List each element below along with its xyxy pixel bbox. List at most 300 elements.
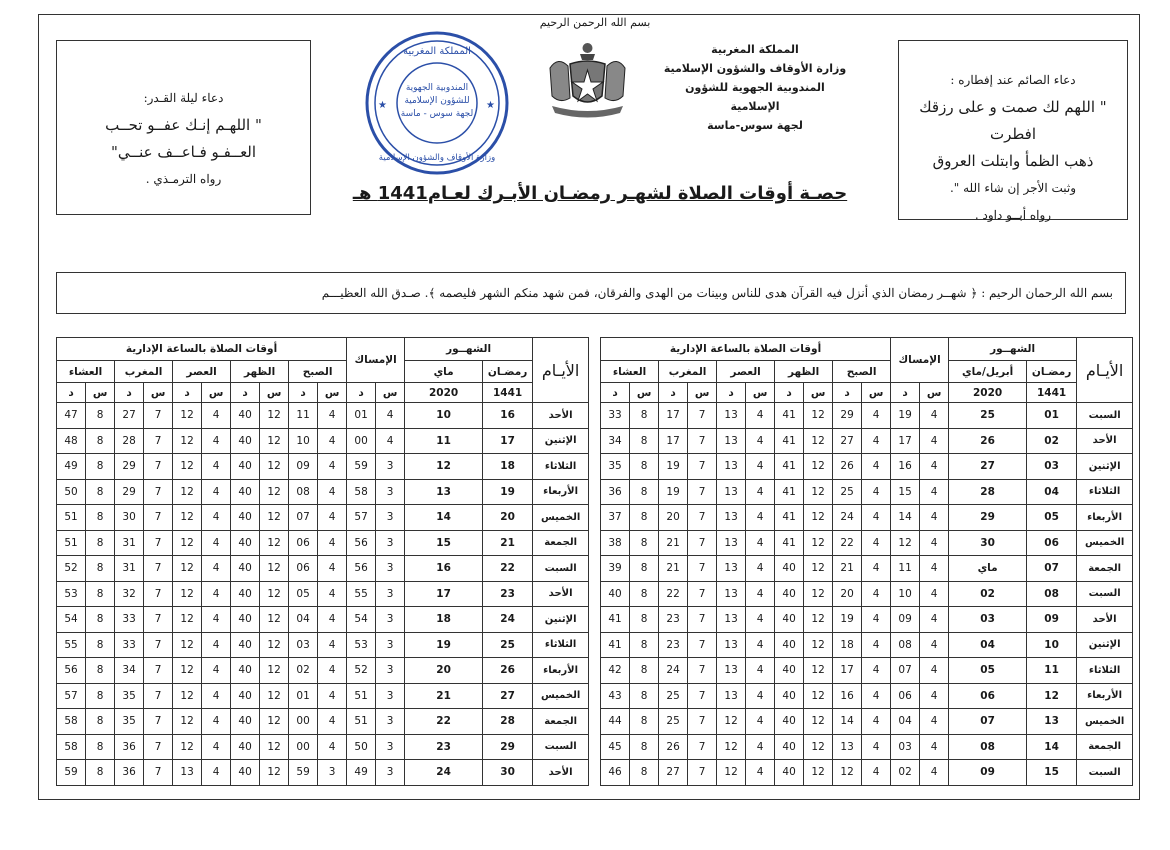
asr-hour-cell: 4 — [202, 632, 231, 658]
fajr-hour-cell: 4 — [862, 581, 891, 607]
asr-hour-cell: 4 — [746, 403, 775, 429]
maghrib-hour-cell: 7 — [688, 709, 717, 735]
fajr-minute-cell: 00 — [289, 734, 318, 760]
maghrib-minute-cell: 20 — [659, 505, 688, 531]
fajr-hour-cell: 4 — [318, 403, 347, 429]
isha-minute-cell: 55 — [57, 632, 86, 658]
imsak-hour-cell: 4 — [920, 530, 949, 556]
isha-minute-cell: 58 — [57, 734, 86, 760]
table-row — [57, 505, 589, 531]
dhuhr-minute-cell: 40 — [231, 530, 260, 556]
imsak-hour-cell: 4 — [920, 403, 949, 429]
imsak-minute-cell: 19 — [891, 403, 920, 429]
maghrib-hour-cell: 7 — [144, 428, 173, 454]
laylat-qadr-text: العــفـو فـاعــف عنــي" — [110, 143, 257, 161]
table-row — [601, 505, 1133, 531]
maghrib-minute-cell: 22 — [659, 581, 688, 607]
ramadan-day-cell: 29 — [483, 734, 533, 760]
day-name-cell: الثلاثاء — [533, 632, 589, 658]
isha-hour-cell: 8 — [86, 760, 115, 786]
fajr-hour-cell: 4 — [862, 632, 891, 658]
day-name-cell: الخميس — [1077, 709, 1133, 735]
table-row — [57, 658, 589, 684]
ramadan-day-cell: 12 — [1027, 683, 1077, 709]
maghrib-hour-cell: 7 — [688, 505, 717, 531]
ramadan-day-cell: 17 — [483, 428, 533, 454]
hijri-year: 1441 — [483, 383, 533, 403]
gregorian-day-cell: 15 — [405, 530, 483, 556]
imsak-hour-cell: 4 — [376, 428, 405, 454]
maghrib-minute-cell: 19 — [659, 454, 688, 480]
isha-minute-cell: 58 — [57, 709, 86, 735]
imsak-minute-cell: 14 — [891, 505, 920, 531]
dhuhr-minute-cell: 40 — [231, 428, 260, 454]
table-row — [57, 607, 589, 633]
ramadan-day-cell: 18 — [483, 454, 533, 480]
asr-minute-cell: 13 — [717, 505, 746, 531]
dhuhr-minute-cell: 40 — [775, 658, 804, 684]
day-name-cell: الأحد — [1077, 607, 1133, 633]
imsak-minute-cell: 56 — [347, 556, 376, 582]
fajr-minute-cell: 29 — [833, 403, 862, 429]
isha-hour-cell: 8 — [86, 709, 115, 735]
fajr-hour-cell: 3 — [318, 760, 347, 786]
dhuhr-hour-cell: 12 — [260, 607, 289, 633]
asr-hour-cell: 4 — [202, 760, 231, 786]
table-row — [601, 607, 1133, 633]
gregorian-year: 2020 — [405, 383, 483, 403]
isha-hour-cell: 8 — [630, 556, 659, 582]
day-name-cell: الأحد — [1077, 428, 1133, 454]
day-name-cell: الأحد — [533, 581, 589, 607]
dhuhr-minute-cell: 40 — [775, 734, 804, 760]
fajr-minute-cell: 20 — [833, 581, 862, 607]
fajr-hour-cell: 4 — [318, 683, 347, 709]
isha-minute-cell: 51 — [57, 505, 86, 531]
fajr-header: الصبح — [833, 361, 891, 383]
dhuhr-minute-cell: 41 — [775, 428, 804, 454]
seal-text: للشؤون الإسلامية — [404, 96, 470, 106]
gregorian-day-cell: 12 — [405, 454, 483, 480]
asr-hour-cell: 4 — [202, 581, 231, 607]
imsak-hour-cell: 3 — [376, 505, 405, 531]
isha-minute-cell: 33 — [601, 403, 630, 429]
isha-hour-cell: 8 — [630, 683, 659, 709]
imsak-hour-cell: 3 — [376, 632, 405, 658]
maghrib-minute-cell: 34 — [115, 658, 144, 684]
asr-minute-cell: 13 — [717, 530, 746, 556]
ramadan-day-cell: 06 — [1027, 530, 1077, 556]
minute-label: د — [347, 383, 376, 403]
day-name-cell: الثلاثاء — [1077, 479, 1133, 505]
table-row — [57, 632, 589, 658]
fajr-hour-cell: 4 — [318, 581, 347, 607]
fajr-minute-cell: 27 — [833, 428, 862, 454]
hour-label: س — [318, 383, 347, 403]
isha-minute-cell: 50 — [57, 479, 86, 505]
dhuhr-hour-cell: 12 — [804, 479, 833, 505]
day-name-cell: الإثنين — [533, 428, 589, 454]
minute-label: د — [601, 383, 630, 403]
isha-minute-cell: 41 — [601, 632, 630, 658]
maghrib-minute-cell: 33 — [115, 607, 144, 633]
asr-minute-cell: 12 — [173, 556, 202, 582]
isha-hour-cell: 8 — [86, 428, 115, 454]
fajr-hour-cell: 4 — [862, 556, 891, 582]
dhuhr-hour-cell: 12 — [804, 581, 833, 607]
dhuhr-hour-cell: 12 — [804, 632, 833, 658]
fajr-hour-cell: 4 — [862, 505, 891, 531]
iftar-dua-source: رواه أبــو داود . — [974, 208, 1052, 222]
dhuhr-hour-cell: 12 — [804, 607, 833, 633]
table-row — [57, 428, 589, 454]
asr-hour-cell: 4 — [202, 709, 231, 735]
dhuhr-minute-cell: 40 — [775, 632, 804, 658]
dhuhr-hour-cell: 12 — [260, 734, 289, 760]
dhuhr-minute-cell: 40 — [231, 479, 260, 505]
minute-label: د — [659, 383, 688, 403]
maghrib-hour-cell: 7 — [144, 760, 173, 786]
isha-minute-cell: 43 — [601, 683, 630, 709]
ramadan-day-cell: 24 — [483, 607, 533, 633]
table-row — [601, 632, 1133, 658]
table-row — [57, 403, 589, 429]
maghrib-hour-cell: 7 — [688, 428, 717, 454]
maghrib-minute-cell: 23 — [659, 632, 688, 658]
dhuhr-hour-cell: 12 — [260, 658, 289, 684]
imsak-minute-cell: 11 — [891, 556, 920, 582]
minute-label: د — [289, 383, 318, 403]
maghrib-minute-cell: 35 — [115, 709, 144, 735]
fajr-minute-cell: 18 — [833, 632, 862, 658]
isha-hour-cell: 8 — [86, 556, 115, 582]
isha-hour-cell: 8 — [86, 607, 115, 633]
table-row — [601, 556, 1133, 582]
maghrib-minute-cell: 25 — [659, 709, 688, 735]
fajr-hour-cell: 4 — [318, 632, 347, 658]
fajr-hour-cell: 4 — [862, 428, 891, 454]
maghrib-minute-cell: 30 — [115, 505, 144, 531]
day-name-cell: الجمعة — [533, 709, 589, 735]
dhuhr-hour-cell: 12 — [804, 428, 833, 454]
maghrib-minute-cell: 27 — [115, 403, 144, 429]
asr-hour-cell: 4 — [202, 556, 231, 582]
imsak-minute-cell: 53 — [347, 632, 376, 658]
hour-label: س — [202, 383, 231, 403]
day-name-cell: الأحد — [533, 760, 589, 786]
imsak-minute-cell: 00 — [347, 428, 376, 454]
imsak-minute-cell: 50 — [347, 734, 376, 760]
ramadan-day-cell: 13 — [1027, 709, 1077, 735]
asr-minute-cell: 13 — [173, 760, 202, 786]
asr-hour-cell: 4 — [746, 454, 775, 480]
table-row — [57, 581, 589, 607]
asr-minute-cell: 12 — [173, 403, 202, 429]
asr-minute-cell: 12 — [173, 734, 202, 760]
day-name-cell: السبت — [1077, 403, 1133, 429]
maghrib-minute-cell: 28 — [115, 428, 144, 454]
ramadan-day-cell: 04 — [1027, 479, 1077, 505]
fajr-hour-cell: 4 — [318, 658, 347, 684]
asr-hour-cell: 4 — [746, 479, 775, 505]
dhuhr-minute-cell: 41 — [775, 403, 804, 429]
fajr-hour-cell: 4 — [318, 454, 347, 480]
asr-hour-cell: 4 — [746, 658, 775, 684]
fajr-minute-cell: 12 — [833, 760, 862, 786]
gregorian-day-cell: 06 — [949, 683, 1027, 709]
maghrib-minute-cell: 31 — [115, 530, 144, 556]
fajr-minute-cell: 11 — [289, 403, 318, 429]
table-row — [601, 428, 1133, 454]
units-row — [601, 383, 1133, 403]
asr-minute-cell: 13 — [717, 607, 746, 633]
ramadan-day-cell: 16 — [483, 403, 533, 429]
dhuhr-hour-cell: 12 — [804, 709, 833, 735]
ministry-line: المندوبية الجهوية للشؤون الإسلامية — [685, 81, 825, 113]
asr-hour-cell: 4 — [202, 454, 231, 480]
isha-hour-cell: 8 — [630, 581, 659, 607]
fajr-minute-cell: 00 — [289, 709, 318, 735]
fajr-hour-cell: 4 — [862, 683, 891, 709]
seal-text: المملكة المغربية — [403, 46, 471, 57]
isha-hour-cell: 8 — [86, 581, 115, 607]
table-row — [601, 479, 1133, 505]
table-row — [601, 709, 1133, 735]
fajr-hour-cell: 4 — [862, 734, 891, 760]
laylat-qadr-dua-box — [56, 40, 311, 215]
isha-hour-cell: 8 — [630, 428, 659, 454]
dhuhr-minute-cell: 41 — [775, 505, 804, 531]
ramadan-day-cell: 27 — [483, 683, 533, 709]
prayer-times-header: أوقات الصلاة بالساعة الإدارية — [601, 338, 891, 361]
ramadan-day-cell: 15 — [1027, 760, 1077, 786]
maghrib-hour-cell: 7 — [144, 530, 173, 556]
dhuhr-minute-cell: 40 — [775, 581, 804, 607]
ramadan-day-cell: 19 — [483, 479, 533, 505]
dhuhr-hour-cell: 12 — [804, 760, 833, 786]
isha-minute-cell: 56 — [57, 658, 86, 684]
dhuhr-hour-cell: 12 — [260, 530, 289, 556]
fajr-minute-cell: 14 — [833, 709, 862, 735]
maghrib-header: المغرب — [115, 361, 173, 383]
maghrib-hour-cell: 7 — [688, 530, 717, 556]
fajr-minute-cell: 01 — [289, 683, 318, 709]
days-header: الأيـام — [1077, 338, 1133, 403]
maghrib-minute-cell: 17 — [659, 403, 688, 429]
gregorian-day-cell: 17 — [405, 581, 483, 607]
asr-minute-cell: 13 — [717, 428, 746, 454]
imsak-minute-cell: 01 — [347, 403, 376, 429]
maghrib-hour-cell: 7 — [144, 479, 173, 505]
isha-minute-cell: 53 — [57, 581, 86, 607]
asr-hour-cell: 4 — [746, 428, 775, 454]
isha-minute-cell: 34 — [601, 428, 630, 454]
ramadan-day-cell: 02 — [1027, 428, 1077, 454]
asr-minute-cell: 13 — [717, 581, 746, 607]
isha-hour-cell: 8 — [86, 632, 115, 658]
day-name-cell: السبت — [533, 734, 589, 760]
asr-minute-cell: 12 — [173, 607, 202, 633]
gregorian-day-cell: 13 — [405, 479, 483, 505]
dhuhr-minute-cell: 41 — [775, 454, 804, 480]
dhuhr-hour-cell: 12 — [260, 760, 289, 786]
imsak-hour-cell: 3 — [376, 530, 405, 556]
fajr-minute-cell: 06 — [289, 530, 318, 556]
fajr-minute-cell: 10 — [289, 428, 318, 454]
fajr-minute-cell: 13 — [833, 734, 862, 760]
day-name-cell: الأربعاء — [1077, 505, 1133, 531]
isha-minute-cell: 35 — [601, 454, 630, 480]
asr-hour-cell: 4 — [202, 607, 231, 633]
imsak-hour-cell: 3 — [376, 760, 405, 786]
asr-hour-cell: 4 — [746, 709, 775, 735]
dhuhr-minute-cell: 40 — [231, 607, 260, 633]
fajr-hour-cell: 4 — [318, 479, 347, 505]
day-name-cell: الأحد — [533, 403, 589, 429]
isha-minute-cell: 40 — [601, 581, 630, 607]
dhuhr-hour-cell: 12 — [260, 581, 289, 607]
day-name-cell: الأربعاء — [533, 479, 589, 505]
gregorian-day-cell: 20 — [405, 658, 483, 684]
isha-minute-cell: 39 — [601, 556, 630, 582]
day-name-cell: الجمعة — [1077, 734, 1133, 760]
months-header: الشهــور — [949, 338, 1077, 361]
dhuhr-minute-cell: 40 — [231, 454, 260, 480]
dhuhr-hour-cell: 12 — [260, 479, 289, 505]
minute-label: د — [775, 383, 804, 403]
maghrib-hour-cell: 7 — [688, 632, 717, 658]
isha-minute-cell: 41 — [601, 607, 630, 633]
minute-label: د — [173, 383, 202, 403]
asr-minute-cell: 12 — [173, 683, 202, 709]
isha-minute-cell: 47 — [57, 403, 86, 429]
isha-hour-cell: 8 — [630, 760, 659, 786]
hour-label: س — [920, 383, 949, 403]
gregorian-day-cell: 07 — [949, 709, 1027, 735]
fajr-minute-cell: 25 — [833, 479, 862, 505]
iftar-dua-text: وثبت الأجر إن شاء الله ". — [949, 181, 1077, 195]
iftar-dua-heading: دعاء الصائم عند إفطاره : — [950, 73, 1076, 87]
minute-label: د — [891, 383, 920, 403]
isha-minute-cell: 46 — [601, 760, 630, 786]
gregorian-day-cell: 10 — [405, 403, 483, 429]
isha-minute-cell: 49 — [57, 454, 86, 480]
dhuhr-hour-cell: 12 — [804, 505, 833, 531]
maghrib-minute-cell: 32 — [115, 581, 144, 607]
quran-verse-box: بسم الله الرحمان الرحيم : ﴿ شهــر رمضان الذي أنزل فيه القرآن هدى للناس وبينات من الهدى والفرقان، فمن شهد منكم الشهر فليصمه ﴾. صـدق الله العظيـــم — [56, 272, 1126, 314]
dhuhr-minute-cell: 40 — [775, 709, 804, 735]
isha-hour-cell: 8 — [630, 403, 659, 429]
isha-minute-cell: 44 — [601, 709, 630, 735]
imsak-hour-cell: 3 — [376, 479, 405, 505]
asr-minute-cell: 12 — [717, 734, 746, 760]
isha-minute-cell: 42 — [601, 658, 630, 684]
imsak-header: الإمساك — [347, 338, 405, 383]
gregorian-day-cell: 24 — [405, 760, 483, 786]
table-row — [57, 530, 589, 556]
seal-text: المندوبية الجهوية — [405, 83, 469, 93]
minute-label: د — [57, 383, 86, 403]
imsak-minute-cell: 51 — [347, 683, 376, 709]
fajr-hour-cell: 4 — [862, 479, 891, 505]
imsak-hour-cell: 4 — [920, 479, 949, 505]
dhuhr-hour-cell: 12 — [260, 403, 289, 429]
fajr-hour-cell: 4 — [318, 709, 347, 735]
asr-minute-cell: 13 — [717, 658, 746, 684]
ramadan-day-cell: 21 — [483, 530, 533, 556]
imsak-minute-cell: 15 — [891, 479, 920, 505]
hour-label: س — [260, 383, 289, 403]
ramadan-day-cell: 14 — [1027, 734, 1077, 760]
ramadan-header: رمضـان — [483, 361, 533, 383]
table-row — [601, 530, 1133, 556]
gregorian-day-cell: 27 — [949, 454, 1027, 480]
dhuhr-hour-cell: 12 — [804, 403, 833, 429]
table-row — [601, 734, 1133, 760]
maghrib-minute-cell: 23 — [659, 607, 688, 633]
asr-minute-cell: 13 — [717, 454, 746, 480]
fajr-minute-cell: 59 — [289, 760, 318, 786]
asr-minute-cell: 12 — [173, 581, 202, 607]
day-name-cell: الإثنين — [1077, 454, 1133, 480]
asr-header: العصر — [173, 361, 231, 383]
asr-header: العصر — [717, 361, 775, 383]
maghrib-minute-cell: 27 — [659, 760, 688, 786]
maghrib-minute-cell: 25 — [659, 683, 688, 709]
imsak-minute-cell: 59 — [347, 454, 376, 480]
asr-minute-cell: 13 — [717, 556, 746, 582]
gregorian-day-cell: 09 — [949, 760, 1027, 786]
dhuhr-hour-cell: 12 — [260, 683, 289, 709]
fajr-minute-cell: 04 — [289, 607, 318, 633]
gregorian-day-cell: 21 — [405, 683, 483, 709]
isha-minute-cell: 52 — [57, 556, 86, 582]
fajr-minute-cell: 05 — [289, 581, 318, 607]
fajr-hour-cell: 4 — [862, 709, 891, 735]
asr-hour-cell: 4 — [202, 530, 231, 556]
days-header: الأيـام — [533, 338, 589, 403]
asr-hour-cell: 4 — [202, 734, 231, 760]
imsak-minute-cell: 58 — [347, 479, 376, 505]
gregorian-day-cell: 16 — [405, 556, 483, 582]
dhuhr-hour-cell: 12 — [260, 556, 289, 582]
maghrib-minute-cell: 29 — [115, 479, 144, 505]
fajr-hour-cell: 4 — [862, 760, 891, 786]
maghrib-hour-cell: 7 — [688, 658, 717, 684]
table-row — [601, 683, 1133, 709]
gregorian-day-cell: 03 — [949, 607, 1027, 633]
imsak-hour-cell: 3 — [376, 734, 405, 760]
isha-hour-cell: 8 — [86, 505, 115, 531]
imsak-hour-cell: 3 — [376, 581, 405, 607]
imsak-hour-cell: 3 — [376, 683, 405, 709]
isha-minute-cell: 51 — [57, 530, 86, 556]
fajr-hour-cell: 4 — [862, 658, 891, 684]
ramadan-day-cell: 23 — [483, 581, 533, 607]
gregorian-day-cell: 26 — [949, 428, 1027, 454]
table-row — [57, 734, 589, 760]
seal-text: وزارة الأوقاف والشؤون الإسلامية — [378, 153, 496, 163]
minute-label: د — [833, 383, 862, 403]
asr-minute-cell: 13 — [717, 479, 746, 505]
page-title: حصـة أوقات الصلاة لشهـر رمضـان الأبـرك لعـام1441 هـ — [352, 183, 848, 204]
imsak-hour-cell: 3 — [376, 709, 405, 735]
prayer-times-header: أوقات الصلاة بالساعة الإدارية — [57, 338, 347, 361]
dhuhr-minute-cell: 40 — [231, 658, 260, 684]
imsak-minute-cell: 51 — [347, 709, 376, 735]
maghrib-hour-cell: 7 — [688, 479, 717, 505]
imsak-hour-cell: 4 — [920, 428, 949, 454]
